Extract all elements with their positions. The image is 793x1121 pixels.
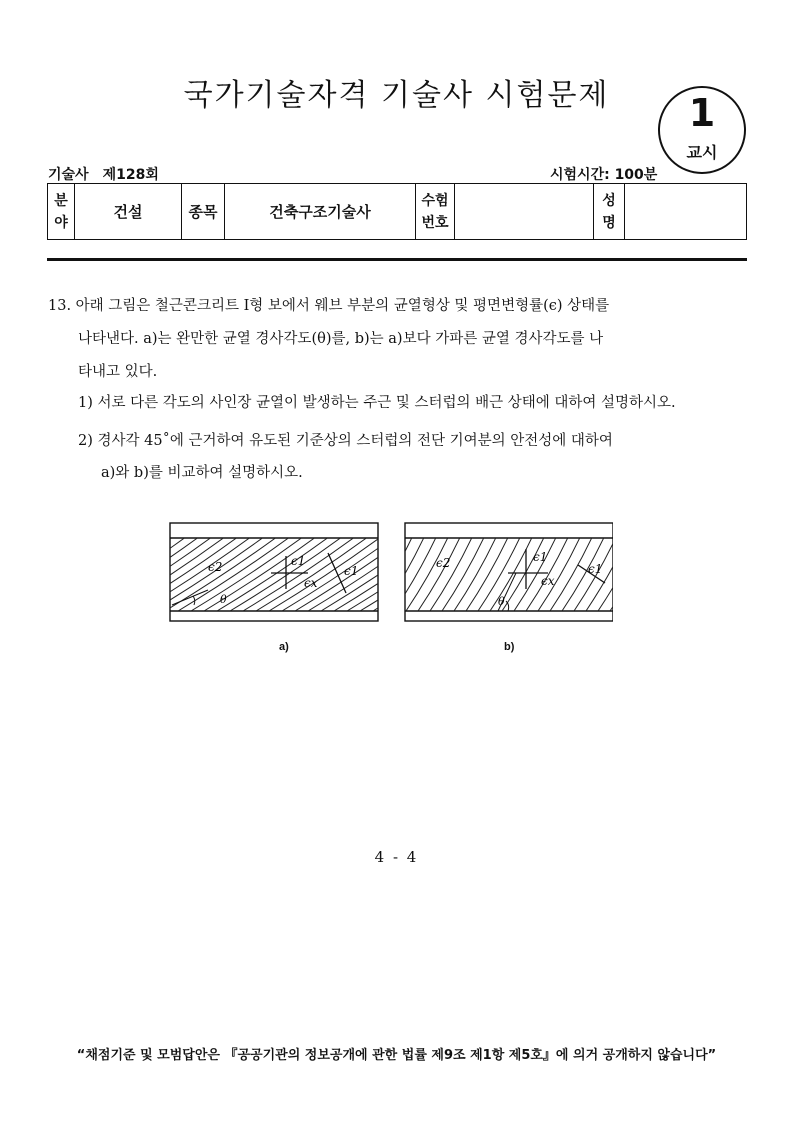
crack-line xyxy=(490,531,535,611)
page-number: 4 - 4 xyxy=(374,848,419,866)
session-label: 교시 xyxy=(686,143,718,162)
diagram-b xyxy=(358,523,613,621)
theta-label-a: θ xyxy=(220,593,227,606)
sub-question-2: 2) 경사각 45˚에 근거하여 유도된 기준상의 스터럽의 전단 기여분의 안전성에 대하여 xyxy=(78,433,613,449)
crack-line xyxy=(308,531,428,611)
footer-notice: “채점기준 및 모범답안은 『공공기관의 정보공개에 관한 법률 제9조 제1항 제5호』에 의거 공개하지 않습니다” xyxy=(76,1048,717,1063)
field-label: 분 야 xyxy=(48,184,75,240)
caption-a: a) xyxy=(279,641,289,653)
crack-line xyxy=(454,531,499,611)
crack-line xyxy=(370,531,415,611)
question-line-2: 나타낸다. a)는 완만한 균열 경사각도(θ)를, b)는 a)보다 가파른 균열 경사각도를 나 xyxy=(78,331,604,347)
eps2-label-a: ϵ2 xyxy=(208,560,223,574)
item-label: 종목 xyxy=(182,184,225,240)
exam-round: 제128회 xyxy=(102,167,159,183)
crack-figure xyxy=(168,521,613,661)
crack-line xyxy=(282,531,402,611)
exam-title: 국가기술자격 기술사 시험문제 xyxy=(183,78,610,113)
crack-line xyxy=(526,531,571,611)
crack-line xyxy=(430,531,475,611)
exam-meta xyxy=(48,164,159,184)
theta-label-b: θ xyxy=(498,595,505,608)
exam-category: 기술사 xyxy=(48,167,89,183)
caption-b: b) xyxy=(504,641,515,653)
crack-diagrams xyxy=(168,521,613,661)
eps1b-label-b: ϵ1 xyxy=(588,562,603,576)
sub-question-2-cont: a)와 b)를 비교하여 설명하시오. xyxy=(101,465,303,481)
crack-line xyxy=(168,531,246,611)
epsx-label-a: ϵx xyxy=(304,576,318,590)
epsx-label-b: ϵx xyxy=(541,574,555,588)
eps1-label-b: ϵ1 xyxy=(533,550,548,564)
crack-line xyxy=(502,531,547,611)
eps1b-label-a: ϵ1 xyxy=(344,564,359,578)
session-number: 1 xyxy=(688,91,716,135)
eps1-label-a: ϵ1 xyxy=(291,554,306,568)
crack-line xyxy=(358,531,403,611)
header-divider xyxy=(47,258,747,261)
item-value: 건축구조기술사 xyxy=(225,184,416,240)
crack-line xyxy=(394,531,439,611)
sub-question-1: 1) 서로 다른 각도의 사인장 균열이 발생하는 주근 및 스터럽의 배근 상태에 대하여 설명하시오. xyxy=(78,395,676,411)
crack-line xyxy=(418,531,463,611)
name-label: 성 명 xyxy=(594,184,625,240)
eps2-label-b: ϵ2 xyxy=(436,556,451,570)
exam-time: 시험시간: 100분 xyxy=(550,167,658,183)
crack-line xyxy=(406,531,451,611)
exam-info-table xyxy=(47,183,747,240)
theta-ref-a xyxy=(172,590,208,605)
question-line-1: 13. 아래 그림은 철근콘크리트 I형 보에서 웨브 부분의 균열형상 및 평면변형률(ϵ) 상태를 xyxy=(48,298,610,314)
theta-arc-a xyxy=(193,596,195,605)
exam-number-field[interactable] xyxy=(455,184,594,240)
crack-line xyxy=(538,531,583,611)
crack-line xyxy=(321,531,441,611)
question-line-3: 타내고 있다. xyxy=(78,364,158,380)
cracks-steep xyxy=(358,531,613,611)
crack-line xyxy=(514,531,559,611)
session-badge xyxy=(658,86,746,174)
exam-number-label: 수험 번호 xyxy=(416,184,455,240)
theta-arc-b xyxy=(506,601,509,611)
field-value: 건설 xyxy=(75,184,182,240)
crack-line xyxy=(442,531,487,611)
name-field[interactable] xyxy=(625,184,747,240)
